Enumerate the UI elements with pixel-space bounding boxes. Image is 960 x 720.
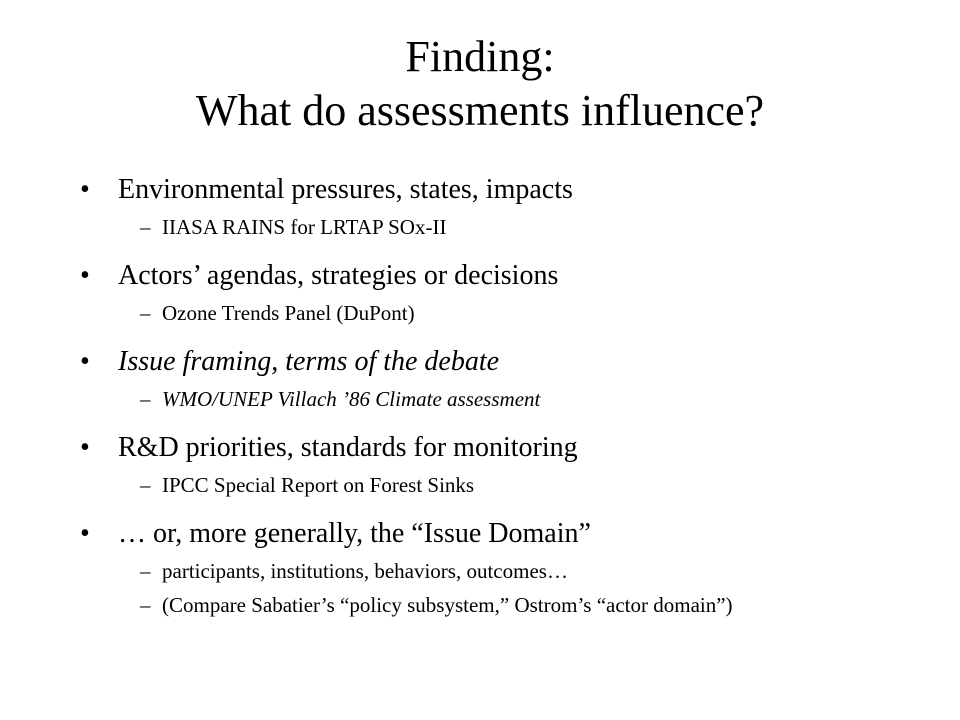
bullet-group-5 (80, 514, 940, 622)
bullet-marker: • (80, 346, 90, 377)
bullet-text: Issue framing, terms of the debate (118, 346, 500, 377)
sub-bullet-item (80, 210, 940, 244)
sub-bullet-item (80, 382, 940, 416)
bullet-marker: • (80, 174, 90, 205)
bullet-list (80, 170, 940, 634)
title-line-1: Finding: (405, 32, 555, 81)
sub-bullet-item (80, 468, 940, 502)
sub-bullet-marker: – (140, 559, 151, 583)
sub-bullet-text: IIASA RAINS for LRTAP SOx-II (162, 215, 447, 239)
sub-bullet-marker: – (140, 593, 151, 617)
bullet-item (80, 514, 940, 554)
title-line-2: What do assessments influence? (195, 86, 765, 135)
sub-bullet-text: IPCC Special Report on Forest Sinks (162, 473, 475, 497)
sub-bullet-text: Ozone Trends Panel (DuPont) (162, 301, 415, 325)
sub-bullet-marker: – (140, 473, 151, 497)
bullet-item (80, 256, 940, 296)
sub-bullet-text: WMO/UNEP Villach ’86 Climate assessment (162, 387, 541, 411)
sub-bullet-item (80, 554, 940, 588)
sub-bullet-item (80, 588, 940, 622)
bullet-item (80, 342, 940, 382)
sub-bullet-text: participants, institutions, behaviors, outcomes… (162, 559, 568, 583)
bullet-group-4 (80, 428, 940, 502)
sub-bullet-item (80, 296, 940, 330)
bullet-item (80, 170, 940, 210)
sub-bullet-marker: – (140, 215, 151, 239)
bullet-text: Actors’ agendas, strategies or decisions (118, 260, 559, 291)
bullet-text: … or, more generally, the “Issue Domain” (118, 518, 591, 549)
sub-bullet-marker: – (140, 301, 151, 325)
bullet-marker: • (80, 260, 90, 291)
bullet-text: Environmental pressures, states, impacts (118, 174, 573, 205)
bullet-group-3 (80, 342, 940, 416)
bullet-group-1 (80, 170, 940, 244)
sub-bullet-marker: – (140, 387, 151, 411)
slide-title (0, 30, 960, 138)
bullet-group-2 (80, 256, 940, 330)
bullet-item (80, 428, 940, 468)
bullet-marker: • (80, 432, 90, 463)
bullet-text: R&D priorities, standards for monitoring (118, 432, 578, 463)
sub-bullet-text: (Compare Sabatier’s “policy subsystem,” Ostrom’s “actor domain”) (162, 593, 733, 617)
bullet-marker: • (80, 518, 90, 549)
